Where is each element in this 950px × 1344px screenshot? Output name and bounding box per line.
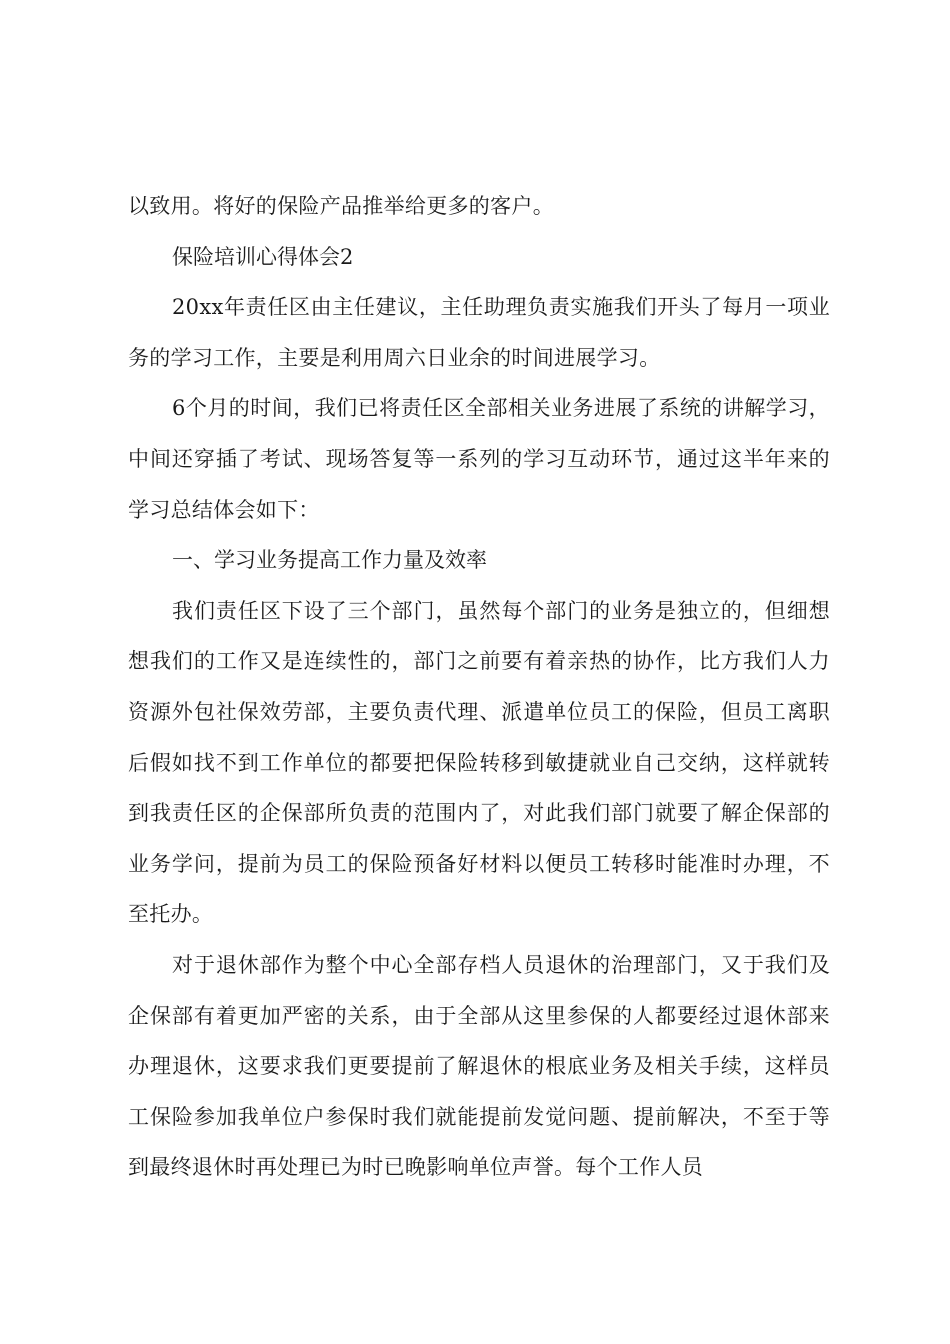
subsection-heading: 一、学习业务提高工作力量及效率 (172, 548, 487, 573)
paragraph-departments: 我们责任区下设了三个部门，虽然每个部门的业务是独立的，但细想想我们的工作又是连续性的，部门之前要有着亲热的协作，比方我们人力资源外包社保效劳部，主要负责代理、派遣单位员工的保险，但员工离职后假如找不到工作单位的都要把保险转移到敏捷就业自己交纳，这样就转到我责任区的企保部所负责的范围内了，对此我们部门就要了解企保部的业务学问，提前为员工的保险预备好材料以便员工转移时能准时办理，不至托办。 (128, 598, 830, 927)
paragraph-intro: 20xx年责任区由主任建议，主任助理负责实施我们开头了每月一项业务的学习工作，主要是利用周六日业余的时间进展学习。 (128, 295, 830, 370)
paragraph-summary: 6个月的时间，我们已将责任区全部相关业务进展了系统的讲解学习，中间还穿插了考试、现场答复等一系列的学习互动环节，通过这半年来的学习总结体会如下： (128, 396, 830, 522)
paragraph-retirement: 对于退休部作为整个中心全部存档人员退休的治理部门，又于我们及企保部有着更加严密的关系，由于全部从这里参保的人都要经过退休部来办理退休，这要求我们更要提前了解退休的根底业务及相关手续，这样员工保险参加我单位户参保时我们就能提前发觉问题、提前解决，不至于等到最终退休时再处理已为时已晚影响单位声誉。每个工作人员 (128, 952, 830, 1180)
section-title: 保险培训心得体会2 (172, 244, 354, 269)
document-body (128, 181, 830, 1193)
paragraph-continuation: 以致用。将好的保险产品推举给更多的客户。 (128, 194, 554, 218)
